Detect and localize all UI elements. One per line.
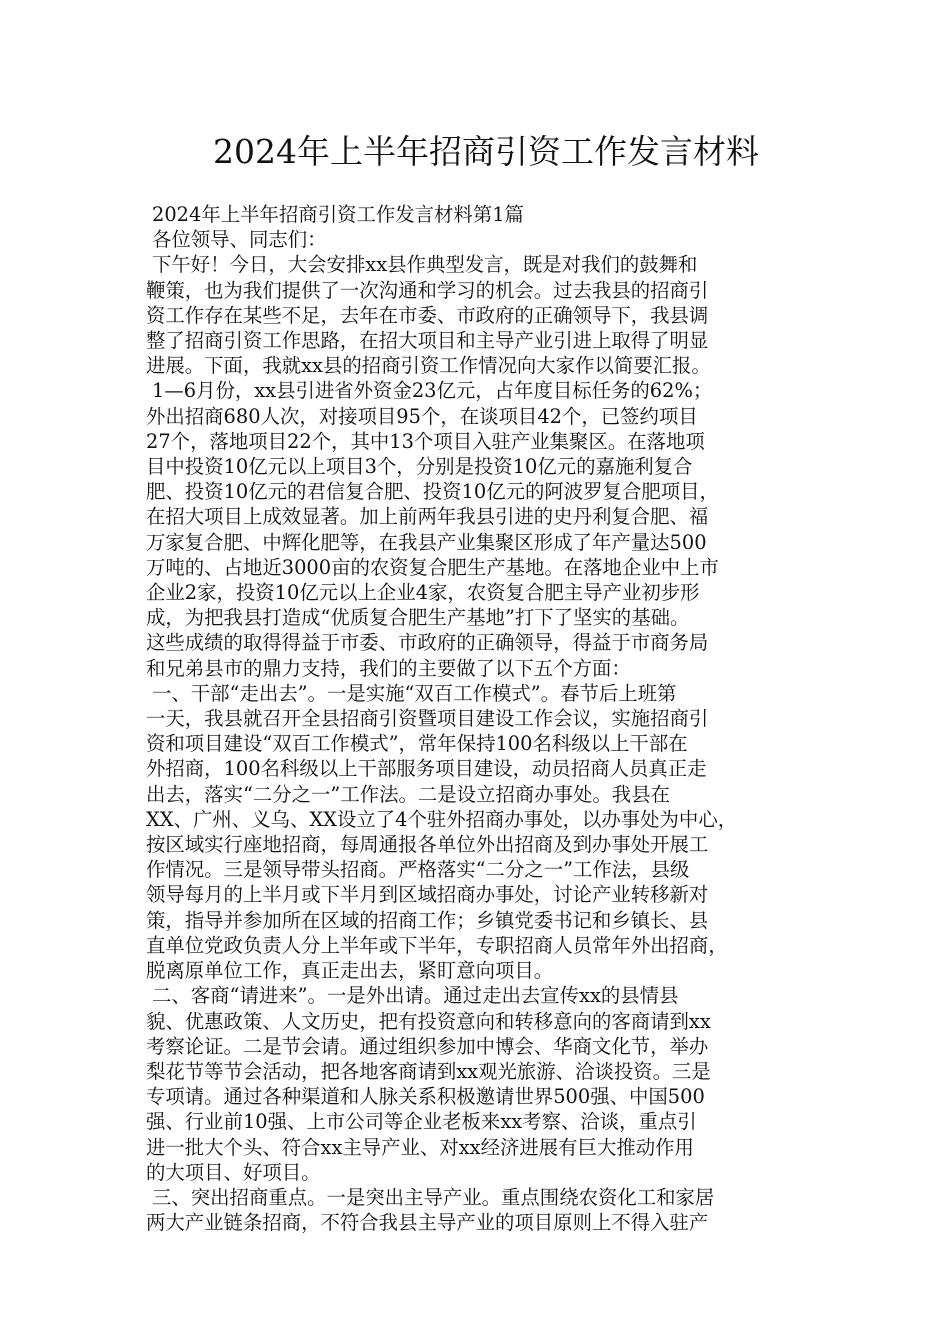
body-line: 领导每月的上半月或下半月到区域招商办事处，讨论产业转移新对 — [146, 883, 709, 907]
body-line: XX、广州、义乌、XX设立了4个驻外招商办事处，以办事处为中心， — [146, 807, 738, 831]
body-line: 各位领导、同志们： — [152, 228, 327, 252]
body-line: 梨花节等节会活动，把各地客商请到xx观光旅游、洽谈投资。三是 — [146, 1059, 711, 1083]
body-line: 整了招商引资工作思路，在招大项目和主导产业引进上取得了明显 — [146, 329, 709, 353]
body-line: 出去，落实“二分之一”工作法。二是设立招商办事处。我县在 — [146, 782, 670, 806]
body-line: 强、行业前10强、上市公司等企业老板来xx考察、洽谈，重点引 — [146, 1110, 697, 1134]
document-title: 2024年上半年招商引资工作发言材料 — [213, 132, 759, 171]
body-line: 目中投资10亿元以上项目3个，分别是投资10亿元的嘉施利复合 — [146, 455, 693, 479]
body-line: 资和项目建设“双百工作模式”，常年保持100名科级以上干部在 — [146, 732, 688, 756]
body-line: 外出招商680人次，对接项目95个，在谈项目42个，已签约项目 — [146, 404, 698, 428]
body-line: 和兄弟县市的鼎力支持，我们的主要做了以下五个方面： — [146, 656, 631, 680]
document-body — [146, 202, 810, 1235]
body-line: 二、客商“请进来”。一是外出请。通过走出去宣传xx的县情县 — [152, 984, 679, 1008]
body-line: 直单位党政负责人分上半年或下半年，专职招商人员常年外出招商， — [146, 933, 728, 957]
body-line: 貌、优惠政策、人文历史，把有投资意向和转移意向的客商请到xx — [146, 1009, 711, 1033]
body-line: 在招大项目上成效显著。加上前两年我县引进的史丹利复合肥、福 — [146, 505, 709, 529]
body-line: 万吨的、占地近3000亩的农资复合肥生产基地。在落地企业中上市 — [146, 555, 719, 579]
body-line: 一天，我县就召开全县招商引资暨项目建设工作会议，实施招商引 — [146, 707, 709, 731]
body-line: 作情况。三是领导带头招商。严格落实“二分之一”工作法，县级 — [146, 858, 690, 882]
body-line: 27个，落地项目22个，其中13个项目入驻产业集聚区。在落地项 — [146, 429, 705, 453]
body-line: 脱离原单位工作，真正走出去，紧盯意向项目。 — [146, 959, 554, 983]
body-line: 肥、投资10亿元的君信复合肥、投资10亿元的阿波罗复合肥项目， — [146, 480, 719, 504]
body-line: 两大产业链条招商，不符合我县主导产业的项目原则上不得入驻产 — [146, 1211, 709, 1235]
body-line: 专项请。通过各种渠道和人脉关系积极邀请世界500强、中国500 — [146, 1085, 705, 1109]
body-line: 2024年上半年招商引资工作发言材料第1篇 — [152, 203, 524, 226]
body-line: 按区域实行座地招商，每周通报各单位外出招商及到办事处开展工 — [146, 833, 709, 857]
body-line: 进一批大个头、符合xx主导产业、对xx经济进展有巨大推动作用 — [146, 1135, 694, 1159]
body-line: 万家复合肥、中辉化肥等，在我县产业集聚区形成了年产量达500 — [146, 530, 707, 554]
body-line: 下午好！今日，大会安排xx县作典型发言，既是对我们的鼓舞和 — [152, 253, 698, 277]
body-line: 这些成绩的取得得益于市委、市政府的正确领导，得益于市商务局 — [146, 631, 709, 655]
body-line: 成，为把我县打造成“优质复合肥生产基地”打下了坚实的基础。 — [146, 606, 690, 630]
body-line: 鞭策，也为我们提供了一次沟通和学习的机会。过去我县的招商引 — [146, 278, 709, 302]
body-line: 1—6月份，xx县引进省外资金23亿元，占年度目标任务的62%； — [152, 379, 713, 403]
body-line: 的大项目、好项目。 — [146, 1160, 321, 1184]
body-line: 资工作存在某些不足，去年在市委、市政府的正确领导下，我县调 — [146, 303, 709, 327]
body-line: 一、干部“走出去”。一是实施“双百工作模式”。春节后上班第 — [152, 681, 677, 705]
body-line: 考察论证。二是节会请。通过组织参加中博会、华商文化节，举办 — [146, 1034, 709, 1058]
body-line: 外招商，100名科级以上干部服务项目建设，动员招商人员真正走 — [146, 757, 707, 781]
document-page — [146, 122, 810, 1235]
body-line: 企业2家，投资10亿元以上企业4家，农资复合肥主导产业初步形 — [146, 581, 700, 605]
body-line: 三、突出招商重点。一是突出主导产业。重点围绕农资化工和家居 — [152, 1185, 715, 1209]
body-line: 策，指导并参加所在区域的招商工作；乡镇党委书记和乡镇长、县 — [146, 908, 709, 932]
body-line: 进展。下面，我就xx县的招商引资工作情况向大家作以简要汇报。 — [146, 354, 711, 378]
